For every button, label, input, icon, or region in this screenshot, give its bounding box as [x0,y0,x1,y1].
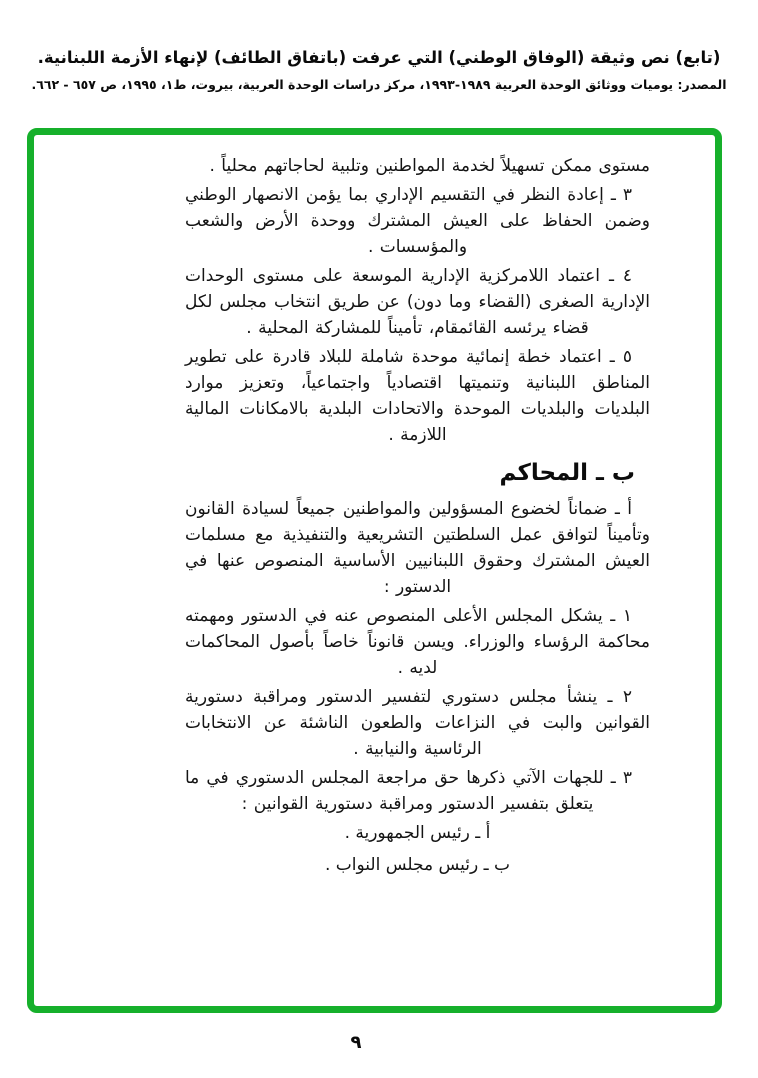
source-citation: المصدر: يوميات ووثائق الوحدة العربية ١٩٨٩-١٩٩٣، مركز دراسات الوحدة العربية، بيروت، ط١، ١٩٩٥، ص ٦٥٧ - ٦٦٢. [31,77,727,92]
page-number: ٩ [350,1032,362,1053]
paragraph-item-2: ٢ ـ ينشأ مجلس دستوري لتفسير الدستور ومراقبة دستورية القوانين والبت في النزاعات والطعون الناشئة عن الانتخابات الرئاسية والنيابية . [185,687,650,759]
document-body [34,135,715,878]
paragraph-item-3: ٣ ـ إعادة النظر في التقسيم الإداري بما يؤمن الانصهار الوطني وضمن الحفاظ على العيش المشترك ووحدة الأرض والشعب والمؤسسات . [185,185,650,257]
paragraph-item-5: ٥ ـ اعتماد خطة إنمائية موحدة شاملة للبلاد قادرة على تطوير المناطق اللبنانية وتنميتها اقتصادياً واجتماعياً، وتعزيز موارد البلديات والبلديات الموحدة والاتحادات البلدية بالامكانات المالية اللازمة . [185,347,650,445]
paragraph-item-1: ١ ـ يشكل المجلس الأعلى المنصوص عنه في الدستور ومهمته محاكمة الرؤساء والوزراء. ويسن قانوناً خاصاً بأصول المحاكمات لديه . [185,606,650,678]
list-item-speaker: ب ـ رئيس مجلس النواب . [324,855,511,875]
document-title: (تابع) نص وثيقة (الوفاق الوطني) التي عرفت (باتفاق الطائف) لإنهاء الأزمة اللبنانية. [37,48,721,67]
paragraph-item-a: أ ـ ضماناً لخضوع المسؤولين والمواطنين جميعاً لسيادة القانون وتأميناً لتوافق عمل السلطتين التشريعية والتنفيذية مع مسلمات العيش المشترك وحقوق اللبنانيين الأساسية المنصوص عنها في الدستور : [185,499,650,597]
paragraph-continuation: مستوى ممكن تسهيلاً لخدمة المواطنين وتلبية لحاجاتهم محلياً . [209,156,650,176]
list-item-president: أ ـ رئيس الجمهورية . [344,823,491,843]
paragraph-item-4: ٤ ـ اعتماد اللامركزية الإدارية الموسعة على مستوى الوحدات الإدارية الصغرى (القضاء وما دون) عن طريق انتخاب مجلس لكل قضاء يرئسه القائمقام، تأميناً للمشاركة المحلية . [185,266,650,338]
document-header [0,46,758,93]
paragraph-item-3b: ٣ ـ للجهات الآتي ذكرها حق مراجعة المجلس الدستوري في ما يتعلق بتفسير الدستور ومراقبة دستورية القوانين : [185,768,632,814]
highlight-frame [27,128,722,1013]
section-heading-courts: ب ـ المحاكم [499,460,635,486]
